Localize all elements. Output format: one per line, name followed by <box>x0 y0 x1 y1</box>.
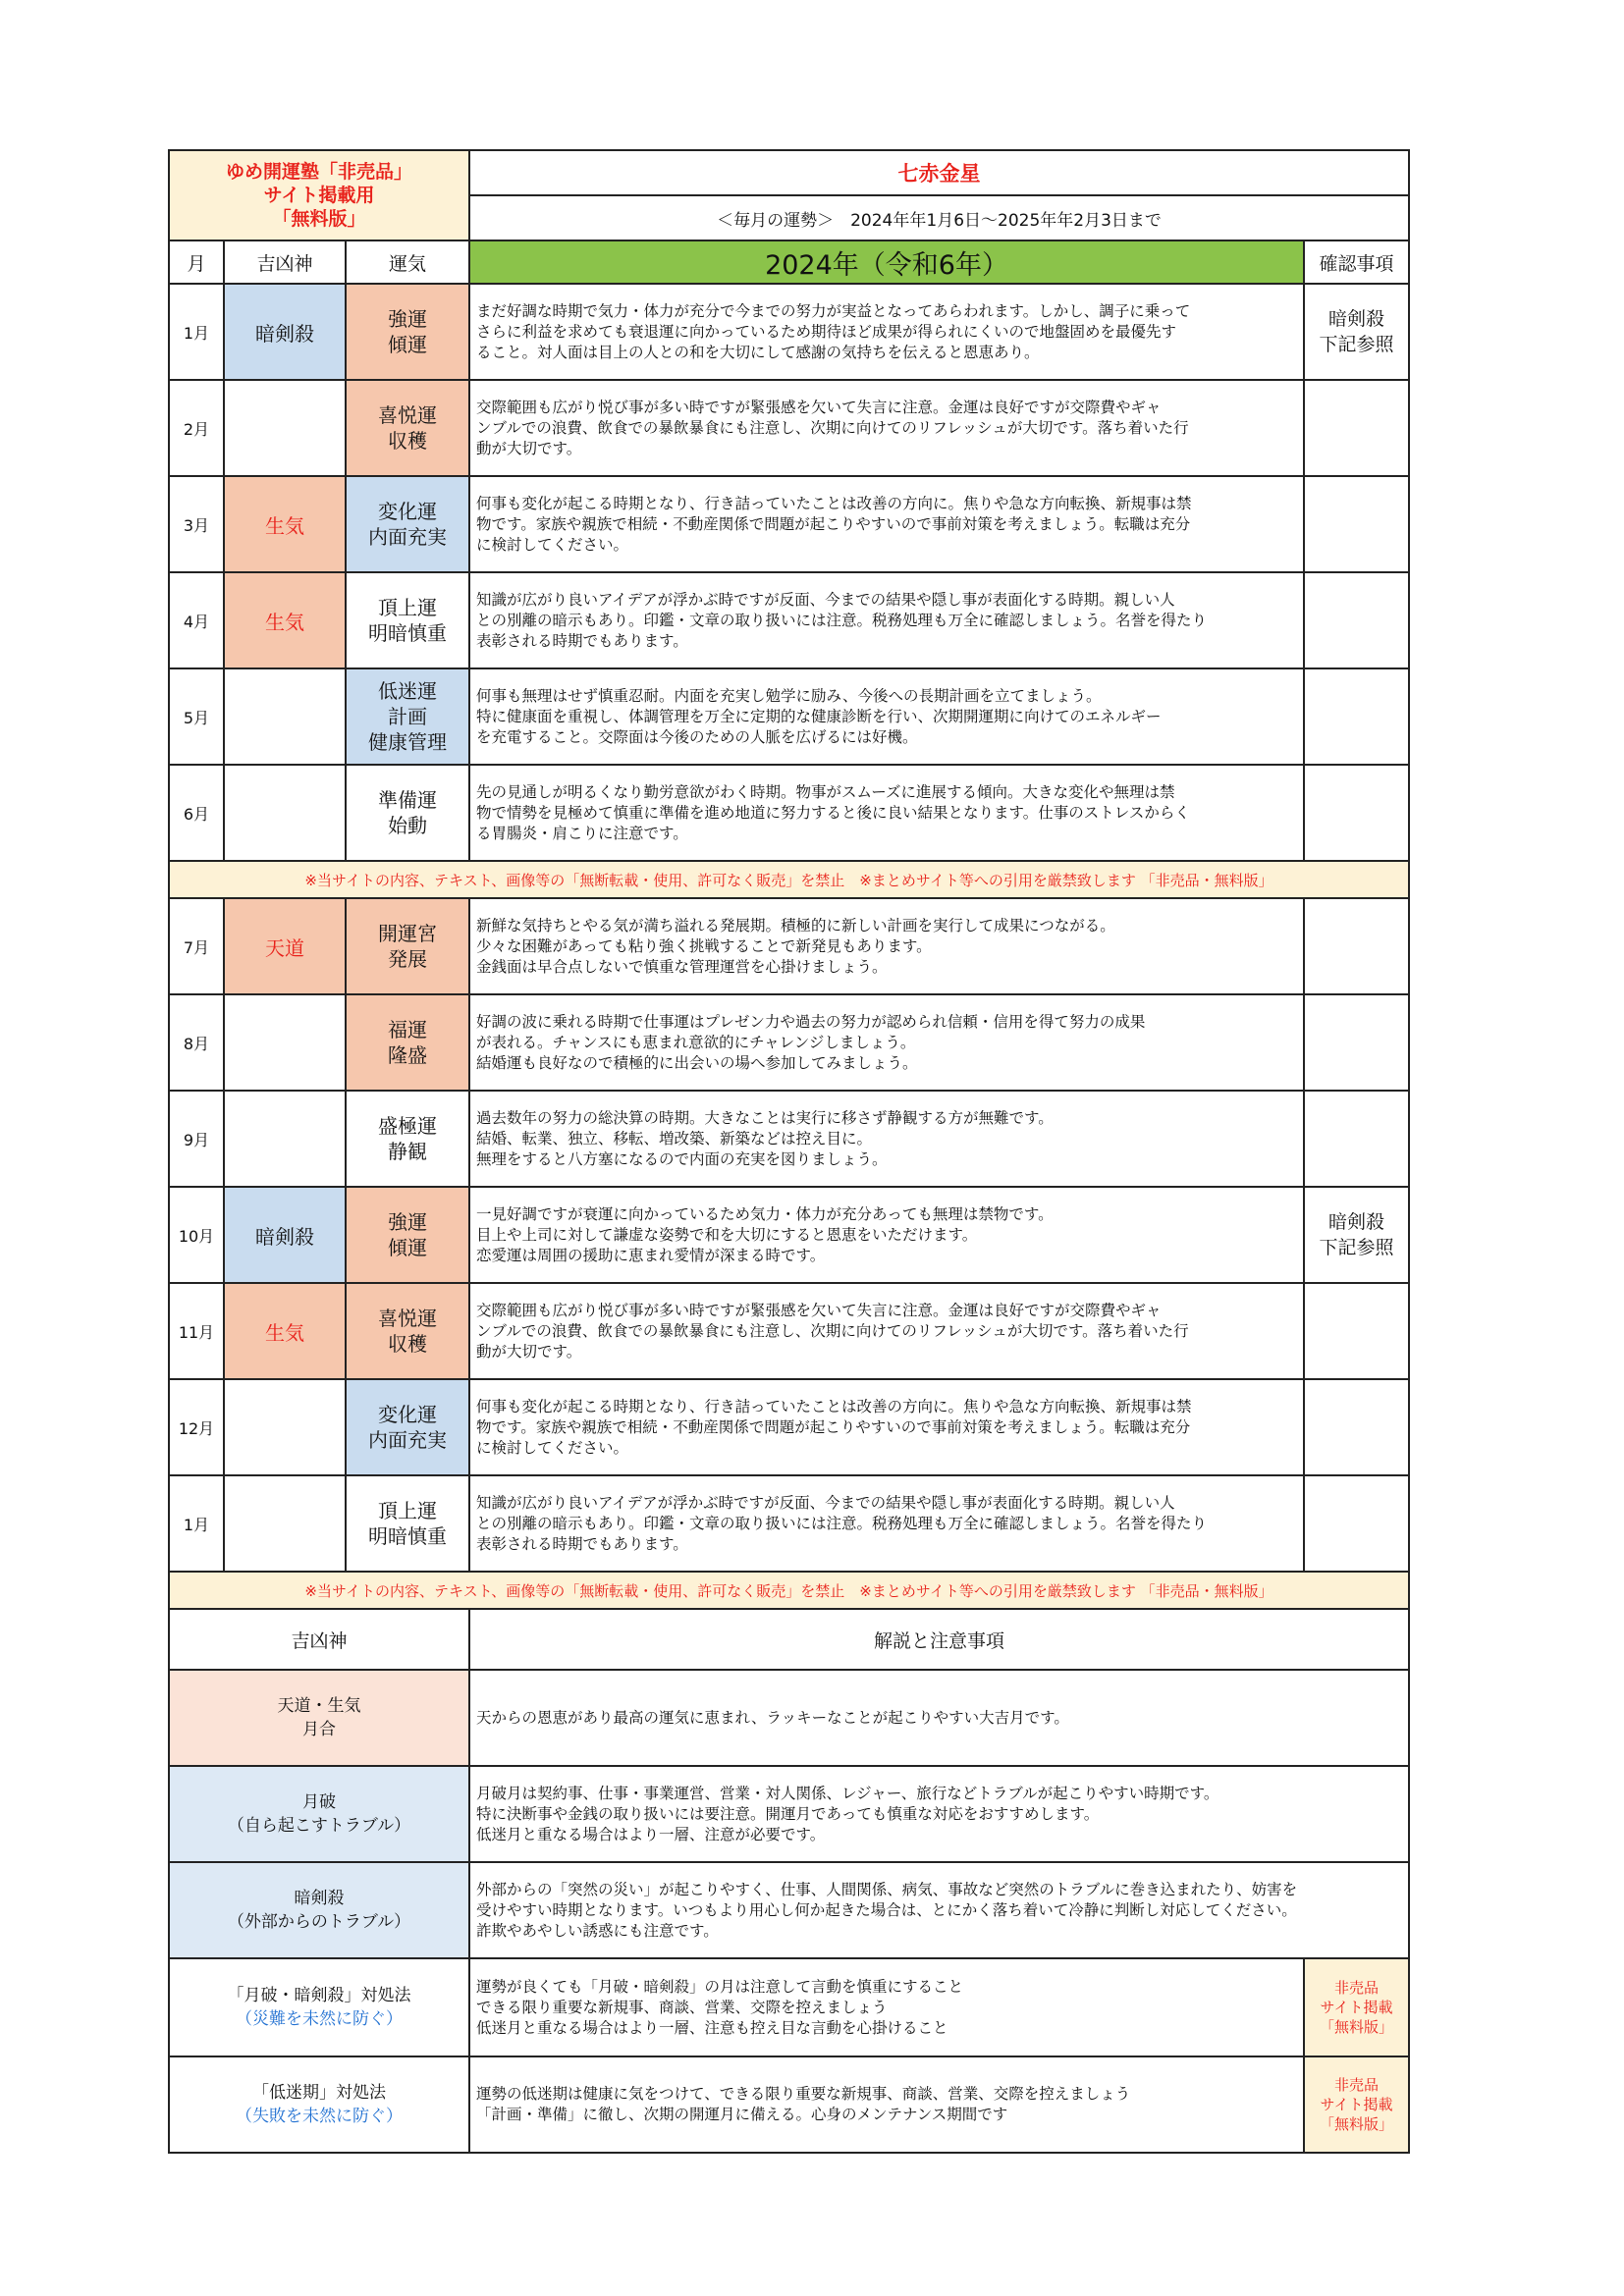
desc-line: 物です。家族や親族で相続・不動産関係で問題が起こりやすいので事前対策を考えましょう。転職は充分 <box>476 514 1191 533</box>
luck-line: 収穫 <box>388 429 427 453</box>
legend-header-desc: 解説と注意事項 <box>469 1609 1409 1670</box>
table-row <box>169 1475 1409 1572</box>
brand-line2: サイト掲載用 <box>263 185 375 206</box>
free-edition-stamp <box>1304 2056 1409 2153</box>
desc-line: を充電すること。交際面は今後のための人脈を広げるには好機。 <box>476 727 918 746</box>
god-cell <box>224 1379 346 1475</box>
confirm-cell <box>1304 1187 1409 1283</box>
luck-line: 収穫 <box>388 1332 427 1356</box>
legend-label-line: 天道・生気 <box>277 1696 361 1716</box>
luck-line: 強運 <box>388 307 427 331</box>
legend-desc <box>469 1862 1409 1958</box>
god-cell: 生気 <box>224 1283 346 1379</box>
god-cell: 生気 <box>224 572 346 668</box>
legend-label <box>169 1766 469 1862</box>
desc-line: 動が大切です。 <box>476 1342 582 1361</box>
confirm-cell <box>1304 380 1409 476</box>
desc-line: 無理をすると八方塞になるので内面の充実を図りましょう。 <box>476 1149 888 1168</box>
desc-cell <box>469 572 1304 668</box>
table-row <box>169 1379 1409 1475</box>
luck-cell <box>346 284 469 380</box>
free-edition-stamp <box>1304 1958 1409 2056</box>
month-cell: 10月 <box>169 1187 224 1283</box>
confirm-cell <box>1304 572 1409 668</box>
luck-line: 始動 <box>388 814 427 837</box>
legend-row <box>169 1862 1409 1958</box>
legend-desc-line: 受けやすい時期となります。いつもより用心し何か起きた場合は、とにかく落ち着いて冷静に判断し対応してください。 <box>476 1900 1297 1919</box>
luck-line: 頂上運 <box>378 1499 437 1522</box>
copyright-notice: ※当サイトの内容、テキスト、画像等の「無断転載・使用、許可なく販売」を禁止 ※まとめサイト等への引用を厳禁致します 「非売品・無料版」 <box>169 1572 1409 1609</box>
luck-cell <box>346 668 469 765</box>
legend-label-line: （災難を未然に防ぐ） <box>236 2009 403 2029</box>
luck-line: 低迷運 <box>378 679 437 703</box>
month-cell: 1月 <box>169 284 224 380</box>
legend-label <box>169 1862 469 1958</box>
legend-row <box>169 1958 1409 2056</box>
luck-cell <box>346 1475 469 1572</box>
god-cell: 暗剣殺 <box>224 284 346 380</box>
desc-line: 一見好調ですが衰運に向かっているため気力・体力が充分あっても無理は禁物です。 <box>476 1204 1054 1223</box>
legend-desc <box>469 1670 1409 1766</box>
god-cell: 生気 <box>224 476 346 572</box>
desc-line: 目上や上司に対して謙虚な姿勢で和を大切にすると恩恵をいただけます。 <box>476 1225 978 1244</box>
desc-line: 特に健康面を重視し、体調管理を万全に定期的な健康診断を行い、次期開運期に向けてのエネルギー <box>476 707 1162 725</box>
god-cell <box>224 1475 346 1572</box>
desc-line: ンブルでの浪費、飲食での暴飲暴食にも注意し、次期に向けてのリフレッシュが大切です。落ち着いた行 <box>476 1321 1189 1340</box>
page-title: 七赤金星 <box>469 150 1409 195</box>
confirm-cell <box>1304 765 1409 861</box>
desc-cell <box>469 994 1304 1091</box>
desc-line: に検討してください。 <box>476 1438 629 1457</box>
header-confirm: 確認事項 <box>1304 240 1409 284</box>
desc-cell <box>469 765 1304 861</box>
table-row <box>169 1283 1409 1379</box>
legend-desc-line: できる限り重要な新規事、商談、営業、交際を控えましょう <box>476 1998 888 2016</box>
desc-cell <box>469 1475 1304 1572</box>
desc-line: との別離の暗示もあり。印鑑・文章の取り扱いには注意。税務処理も万全に確認しましょう。名誉を得たり <box>476 611 1208 629</box>
legend-label-line: 月合 <box>302 1720 336 1739</box>
luck-cell <box>346 1379 469 1475</box>
desc-cell <box>469 380 1304 476</box>
desc-line: 表彰される時期でもあります。 <box>476 631 688 650</box>
luck-cell <box>346 898 469 994</box>
desc-line: に検討してください。 <box>476 535 629 554</box>
legend-desc-line: 運勢の低迷期は健康に気をつけて、できる限り重要な新規事、商談、営業、交際を控えましょう <box>476 2085 1131 2103</box>
table-row <box>169 668 1409 765</box>
month-cell: 4月 <box>169 572 224 668</box>
stamp-line: 非売品 <box>1334 2076 1380 2094</box>
god-cell <box>224 380 346 476</box>
legend-label <box>169 1958 469 2056</box>
desc-line: 知識が広がり良いアイデアが浮かぶ時ですが反面、今までの結果や隠し事が表面化する時期。親しい人 <box>476 1493 1175 1512</box>
legend-label-line: （自ら起こすトラブル） <box>227 1816 411 1836</box>
luck-line: 健康管理 <box>368 730 447 754</box>
luck-cell <box>346 380 469 476</box>
legend-desc <box>469 1766 1409 1862</box>
month-cell: 11月 <box>169 1283 224 1379</box>
desc-cell <box>469 1091 1304 1187</box>
luck-cell <box>346 572 469 668</box>
legend-header-god: 吉凶神 <box>169 1609 469 1670</box>
luck-line: 準備運 <box>378 788 437 812</box>
table-row <box>169 572 1409 668</box>
stamp-line: 「無料版」 <box>1320 2115 1394 2133</box>
luck-line: 内面充実 <box>368 1428 447 1452</box>
legend-desc-line: 天からの恩恵があり最高の運気に恵まれ、ラッキーなことが起こりやすい大吉月です。 <box>476 1708 1069 1727</box>
confirm-cell <box>1304 1091 1409 1187</box>
luck-line: 喜悦運 <box>378 1307 437 1330</box>
luck-line: 隆盛 <box>388 1043 427 1067</box>
legend-label-line: 「月破・暗剣殺」対処法 <box>227 1986 411 2005</box>
table-row <box>169 898 1409 994</box>
confirm-cell <box>1304 668 1409 765</box>
god-cell <box>224 994 346 1091</box>
desc-cell <box>469 1187 1304 1283</box>
legend-desc-line: 月破月は契約事、仕事・事業運営、営業・対人関係、レジャー、旅行などトラブルが起こりやすい時期です。 <box>476 1784 1219 1802</box>
desc-line: る胃腸炎・肩こりに注意です。 <box>476 824 688 842</box>
desc-line: 新鮮な気持ちとやる気が満ち溢れる発展期。積極的に新しい計画を実行して成果につながる。 <box>476 916 1115 934</box>
desc-line: 結婚運も良好なので積極的に出会いの場へ参加してみましょう。 <box>476 1053 918 1072</box>
stamp-line: サイト掲載 <box>1320 2096 1393 2113</box>
god-cell <box>224 765 346 861</box>
legend-row <box>169 1766 1409 1862</box>
desc-cell <box>469 1283 1304 1379</box>
table-row <box>169 284 1409 380</box>
legend-row <box>169 1670 1409 1766</box>
brand-line1: ゆめ開運塾「非売品」 <box>226 161 413 183</box>
luck-line: 明暗慎重 <box>368 1524 447 1548</box>
luck-line: 頂上運 <box>378 596 437 619</box>
luck-cell <box>346 1187 469 1283</box>
desc-line: との別離の暗示もあり。印鑑・文章の取り扱いには注意。税務処理も万全に確認しましょう。名誉を得たり <box>476 1514 1208 1532</box>
desc-line: ンブルでの浪費、飲食での暴飲暴食にも注意し、次期に向けてのリフレッシュが大切です。落ち着いた行 <box>476 418 1189 437</box>
desc-line: 少々な困難があっても粘り強く挑戦することで新発見もあります。 <box>476 936 932 955</box>
desc-line: 何事も変化が起こる時期となり、行き詰っていたことは改善の方向に。焦りや急な方向転換、新規事は禁 <box>476 1397 1192 1415</box>
god-cell: 天道 <box>224 898 346 994</box>
legend-desc-line: 低迷月と重なる場合はより一層、注意も控え目な言動を心掛けること <box>476 2018 948 2037</box>
stamp-line: サイト掲載 <box>1320 1999 1393 2016</box>
luck-line: 開運宮 <box>378 922 437 945</box>
desc-line: 物で情勢を見極めて慎重に準備を進め地道に努力すると後に良い結果となります。仕事のストレスからく <box>476 803 1190 822</box>
luck-line: 変化運 <box>378 1403 437 1426</box>
legend-desc <box>469 1958 1304 2056</box>
confirm-cell <box>1304 898 1409 994</box>
confirm-cell <box>1304 994 1409 1091</box>
fortune-sheet <box>168 149 1408 2154</box>
luck-line: 傾運 <box>388 1236 427 1259</box>
desc-cell <box>469 1379 1304 1475</box>
desc-line: 動が大切です。 <box>476 439 582 457</box>
legend-label-line: （失敗を未然に防ぐ） <box>236 2107 403 2126</box>
confirm-cell <box>1304 1379 1409 1475</box>
legend-desc-line: 「計画・準備」に徹し、次期の開運月に備える。心身のメンテナンス期間です <box>476 2106 1008 2123</box>
table-row <box>169 476 1409 572</box>
legend-label <box>169 1670 469 1766</box>
desc-line: 物です。家族や親族で相続・不動産関係で問題が起こりやすいので事前対策を考えましょう。転職は充分 <box>476 1417 1191 1436</box>
copyright-notice: ※当サイトの内容、テキスト、画像等の「無断転載・使用、許可なく販売」を禁止 ※まとめサイト等への引用を厳禁致します 「非売品・無料版」 <box>169 861 1409 898</box>
confirm-cell <box>1304 284 1409 380</box>
desc-line: 表彰される時期でもあります。 <box>476 1534 688 1553</box>
table-row <box>169 380 1409 476</box>
legend-desc-line: 詐欺やあやしい誘惑にも注意です。 <box>476 1921 719 1940</box>
legend-desc-line: 低迷月と重なる場合はより一層、注意が必要です。 <box>476 1825 826 1843</box>
brand-line3: 「無料版」 <box>272 208 366 230</box>
month-cell: 1月 <box>169 1475 224 1572</box>
fortune-table <box>168 149 1410 2154</box>
god-cell: 暗剣殺 <box>224 1187 346 1283</box>
month-cell: 3月 <box>169 476 224 572</box>
month-cell: 5月 <box>169 668 224 765</box>
stamp-line: 「無料版」 <box>1320 2018 1394 2036</box>
luck-cell <box>346 994 469 1091</box>
luck-line: 強運 <box>388 1210 427 1234</box>
luck-line: 盛極運 <box>378 1114 437 1138</box>
desc-line: 金銭面は早合点しないで慎重な管理運営を心掛けましょう。 <box>476 957 888 976</box>
luck-line: 計画 <box>388 705 427 728</box>
confirm-line: 下記参照 <box>1319 334 1394 355</box>
confirm-cell <box>1304 1283 1409 1379</box>
legend-desc-line: 運勢が良くても「月破・暗剣殺」の月は注意して言動を慎重にすること <box>476 1977 964 1996</box>
luck-cell <box>346 1091 469 1187</box>
luck-cell <box>346 476 469 572</box>
desc-line: 先の見通しが明るくなり勤労意欲がわく時期。物事がスムーズに進展する傾向。大きな変化や無理は禁 <box>476 782 1175 801</box>
luck-line: 発展 <box>388 947 427 971</box>
luck-line: 変化運 <box>378 500 437 523</box>
luck-line: 静観 <box>388 1140 427 1163</box>
god-cell <box>224 668 346 765</box>
month-cell: 6月 <box>169 765 224 861</box>
confirm-line: 暗剣殺 <box>1328 308 1385 330</box>
stamp-line: 非売品 <box>1334 1979 1380 1997</box>
desc-cell <box>469 284 1304 380</box>
month-cell: 7月 <box>169 898 224 994</box>
desc-cell <box>469 668 1304 765</box>
desc-cell <box>469 476 1304 572</box>
desc-line: 交際範囲も広がり悦び事が多い時ですが緊張感を欠いて失言に注意。金運は良好ですが交際費やギャ <box>476 398 1162 416</box>
luck-line: 傾運 <box>388 333 427 356</box>
desc-line: 結婚、転業、独立、移転、増改築、新築などは控え目に。 <box>476 1129 873 1148</box>
desc-line: 過去数年の努力の総決算の時期。大きなことは実行に移さず静観する方が無難です。 <box>476 1108 1054 1127</box>
luck-line: 福運 <box>388 1018 427 1041</box>
desc-cell <box>469 898 1304 994</box>
month-cell: 2月 <box>169 380 224 476</box>
month-cell: 8月 <box>169 994 224 1091</box>
god-cell <box>224 1091 346 1187</box>
confirm-line: 下記参照 <box>1319 1237 1394 1258</box>
desc-line: 何事も無理はせず慎重忍耐。内面を充実し勉学に励み、今後への長期計画を立てましょう。 <box>476 686 1102 705</box>
desc-line: 恋愛運は周囲の援助に恵まれ愛情が深まる時です。 <box>476 1246 826 1264</box>
period-text: ＜毎月の運勢＞ 2024年年1月6日～2025年年2月3日まで <box>469 195 1409 240</box>
header-month: 月 <box>169 240 224 284</box>
luck-line: 明暗慎重 <box>368 621 447 645</box>
legend-desc-line: 特に決断事や金銭の取り扱いには要注意。開運月であっても慎重な対応をおすすめします。 <box>476 1804 1100 1823</box>
luck-line: 喜悦運 <box>378 403 437 427</box>
luck-line: 内面充実 <box>368 525 447 549</box>
legend-label-line: （外部からのトラブル） <box>227 1912 411 1932</box>
legend-label-line: 「低迷期」対処法 <box>252 2083 386 2103</box>
desc-line: まだ好調な時期で気力・体力が充分で今までの努力が実益となってあらわれます。しかし、調子に乗って <box>476 301 1191 320</box>
desc-line: さらに利益を求めても衰退運に向かっているため期待ほど成果が得られにくいので地盤固めを最優先す <box>476 322 1177 341</box>
table-row <box>169 765 1409 861</box>
legend-desc-line: 外部からの「突然の災い」が起こりやすく、仕事、人間関係、病気、事故など突然のトラブルに巻き込まれたり、妨害を <box>476 1880 1298 1898</box>
desc-line: 好調の波に乗れる時期で仕事運はプレゼン力や過去の努力が認められ信頼・信用を得て努力の成果 <box>476 1012 1146 1031</box>
legend-label-line: 月破 <box>302 1792 336 1812</box>
confirm-cell <box>1304 1475 1409 1572</box>
legend-label <box>169 2056 469 2153</box>
header-god: 吉凶神 <box>224 240 346 284</box>
desc-line: 知識が広がり良いアイデアが浮かぶ時ですが反面、今までの結果や隠し事が表面化する時期。親しい人 <box>476 590 1175 609</box>
desc-line: ること。対人面は目上の人との和を大切にして感謝の気持ちを伝えると恩恵あり。 <box>476 343 1040 361</box>
table-row <box>169 1187 1409 1283</box>
luck-cell <box>346 1283 469 1379</box>
brand-box <box>169 150 469 240</box>
luck-cell <box>346 765 469 861</box>
desc-line: が表れる。チャンスにも恵まれ意欲的にチャレンジしましょう。 <box>476 1033 916 1051</box>
month-cell: 12月 <box>169 1379 224 1475</box>
desc-line: 何事も変化が起こる時期となり、行き詰っていたことは改善の方向に。焦りや急な方向転換、新規事は禁 <box>476 494 1192 512</box>
table-row <box>169 994 1409 1091</box>
legend-row <box>169 2056 1409 2153</box>
header-luck: 運気 <box>346 240 469 284</box>
confirm-cell <box>1304 476 1409 572</box>
legend-desc <box>469 2056 1304 2153</box>
legend-label-line: 暗剣殺 <box>294 1889 345 1908</box>
desc-line: 交際範囲も広がり悦び事が多い時ですが緊張感を欠いて失言に注意。金運は良好ですが交際費やギャ <box>476 1301 1162 1319</box>
table-row <box>169 1091 1409 1187</box>
confirm-line: 暗剣殺 <box>1328 1211 1385 1233</box>
year-bar: 2024年（令和6年） <box>469 240 1304 284</box>
month-cell: 9月 <box>169 1091 224 1187</box>
